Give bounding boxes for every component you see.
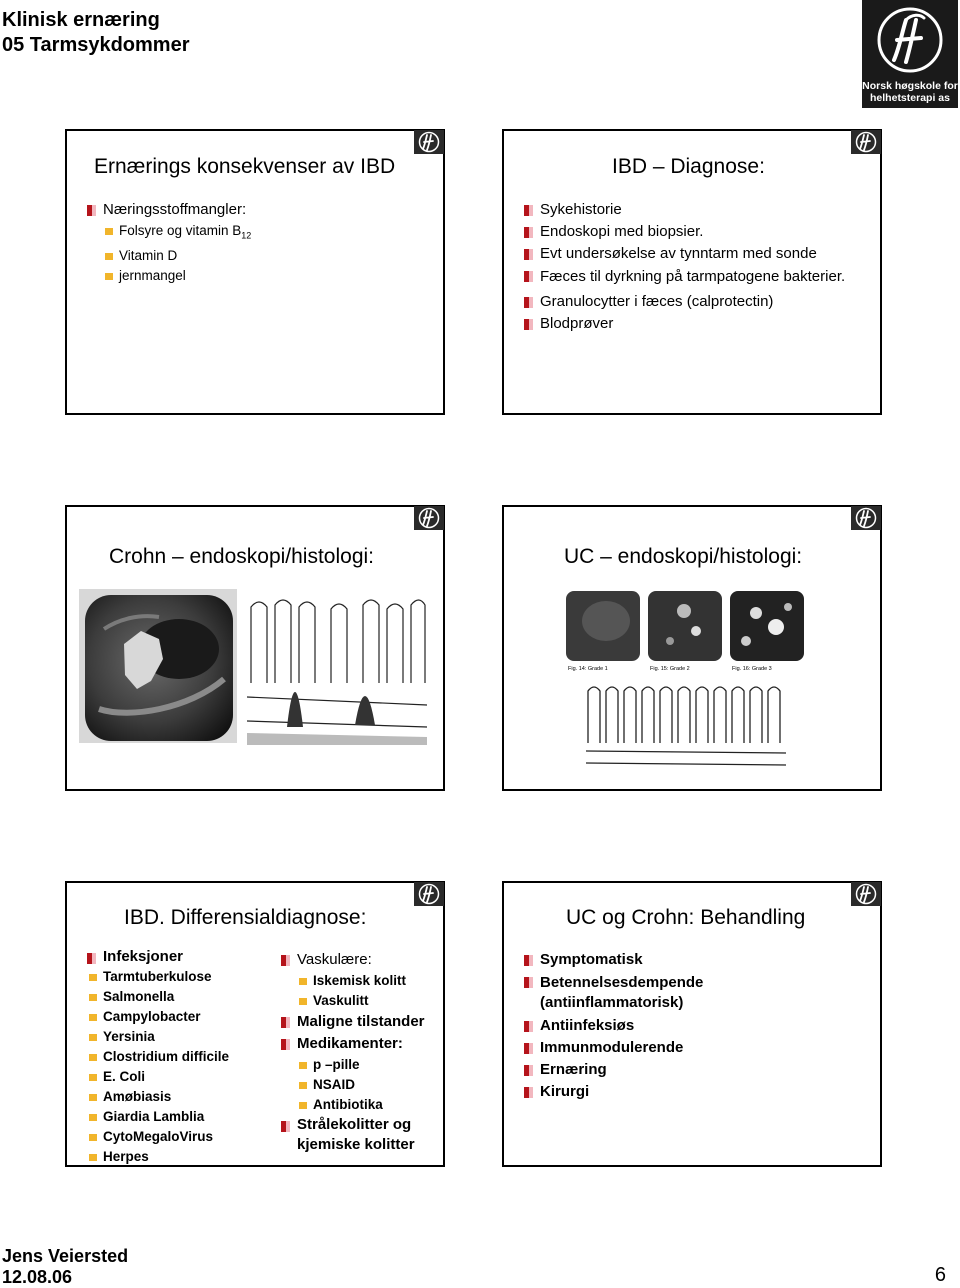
sub-list-item (103, 221, 427, 246)
sub-list (297, 1055, 441, 1115)
slide-differential-diagnosis (65, 881, 445, 1167)
sub-list (87, 967, 257, 1167)
crohn-histology-image (247, 597, 427, 745)
list-item: Sykehistorie (524, 199, 864, 221)
uc-endoscopy-grades-image (566, 591, 804, 671)
sub-list (103, 221, 427, 286)
slide-title: IBD. Differensialdiagnose: (124, 906, 367, 929)
list-item-text: Infeksjoner (103, 948, 184, 965)
list-item (87, 947, 257, 1167)
list-item: Betennelsesdempende (antiinflammatorisk) (524, 971, 724, 1013)
list-item: Endoskopi med biopsier. (524, 221, 864, 243)
crohn-endoscopy-image (79, 589, 237, 743)
list-item: Blodprøver (524, 313, 864, 335)
sub-list-item: Giardia Lamblia (87, 1107, 257, 1127)
list-item-text: Vaskulære: (297, 951, 372, 968)
sub-list-item: Tarmtuberkulose (87, 967, 257, 987)
other-causes-list (281, 949, 441, 1155)
sub-item-text: Folsyre og vitamin B (119, 223, 242, 238)
list-item-text: Medikamenter: (297, 1035, 403, 1052)
list-item-text: Næringsstoffmangler: (103, 201, 247, 218)
hh-logo-icon (414, 882, 444, 906)
sub-list-item: Iskemisk kolitt (297, 971, 441, 991)
list-item: Granulocytter i fæces (calprotectin) (524, 291, 864, 313)
sub-list-item: Vaskulitt (297, 991, 441, 1011)
sub-list-item: Salmonella (87, 987, 257, 1007)
sub-list-item: p –pille (297, 1055, 441, 1075)
hh-logo-icon (414, 506, 444, 530)
figure-caption: Fig. 14: Grade 1 (568, 666, 608, 671)
sub-list-item: NSAID (297, 1075, 441, 1095)
bullet-list (524, 199, 864, 335)
slide-title: Ernærings konsekvenser av IBD (94, 155, 396, 178)
slide-title: UC og Crohn: Behandling (566, 906, 806, 929)
footer-date: 12.08.06 (2, 1267, 73, 1287)
sub-list-item: CytoMegaloVirus (87, 1127, 257, 1147)
header-subtitle: 05 Tarmsykdommer (2, 34, 190, 56)
sub-list-item: E. Coli (87, 1067, 257, 1087)
hh-logo-icon (851, 506, 881, 530)
logo-text-line2: helhetsterapi as (870, 92, 950, 104)
slide-title: Crohn – endoskopi/histologi: (109, 545, 375, 568)
sub-list-item: Yersinia (87, 1027, 257, 1047)
list-item (87, 199, 427, 286)
sub-list-item: Vitamin D (103, 246, 427, 266)
sub-list-item: Campylobacter (87, 1007, 257, 1027)
uc-histology-image (586, 681, 786, 771)
sub-list-item: Herpes (87, 1147, 257, 1167)
list-item: Kirurgi (524, 1081, 864, 1103)
hh-logo-icon (876, 6, 944, 74)
slide-treatment (502, 881, 882, 1167)
logo-text-line1: Norsk høgskole for (862, 80, 958, 92)
hh-logo-icon (851, 882, 881, 906)
list-item: Fæces til dyrkning på tarmpatogene bakterier. (524, 265, 864, 287)
document-header (2, 8, 190, 58)
footer-author: Jens Veiersted (2, 1246, 129, 1266)
list-item: Symptomatisk (524, 949, 864, 971)
sub-list-item: jernmangel (103, 266, 427, 286)
slide-title: UC – endoskopi/histologi: (564, 545, 803, 568)
list-item: Evt undersøkelse av tynntarm med sonde (524, 243, 864, 265)
slide-crohn-endoscopy (65, 505, 445, 791)
list-item: Strålekolitter og kjemiske kolitter (281, 1115, 441, 1155)
slide-ibd-diagnosis (502, 129, 882, 415)
page-number: 6 (934, 1264, 946, 1286)
hh-logo-icon (851, 130, 881, 154)
bullet-list (87, 199, 427, 286)
figure-caption: Fig. 15: Grade 2 (650, 666, 690, 671)
list-item (281, 949, 441, 1011)
slide-title: IBD – Diagnose: (612, 155, 765, 178)
figure-caption: Fig. 16: Grade 3 (732, 666, 772, 671)
list-item: Immunmodulerende (524, 1037, 864, 1059)
subscript: 12 (241, 230, 252, 241)
list-item: Ernæring (524, 1059, 864, 1081)
infections-list (87, 947, 257, 1167)
bullet-list (524, 949, 864, 1103)
slide-uc-endoscopy (502, 505, 882, 791)
sub-list-item: Clostridium difficile (87, 1047, 257, 1067)
header-title: Klinisk ernæring (2, 9, 160, 31)
sub-list-item: Antibiotika (297, 1095, 441, 1115)
school-logo (862, 0, 958, 108)
list-item (281, 1033, 441, 1115)
list-item: Antiinfeksiøs (524, 1015, 864, 1037)
list-item: Maligne tilstander (281, 1011, 441, 1033)
hh-logo-icon (414, 130, 444, 154)
sub-list (297, 971, 441, 1011)
slide-nutrition-consequences (65, 129, 445, 415)
sub-list-item: Amøbiasis (87, 1087, 257, 1107)
